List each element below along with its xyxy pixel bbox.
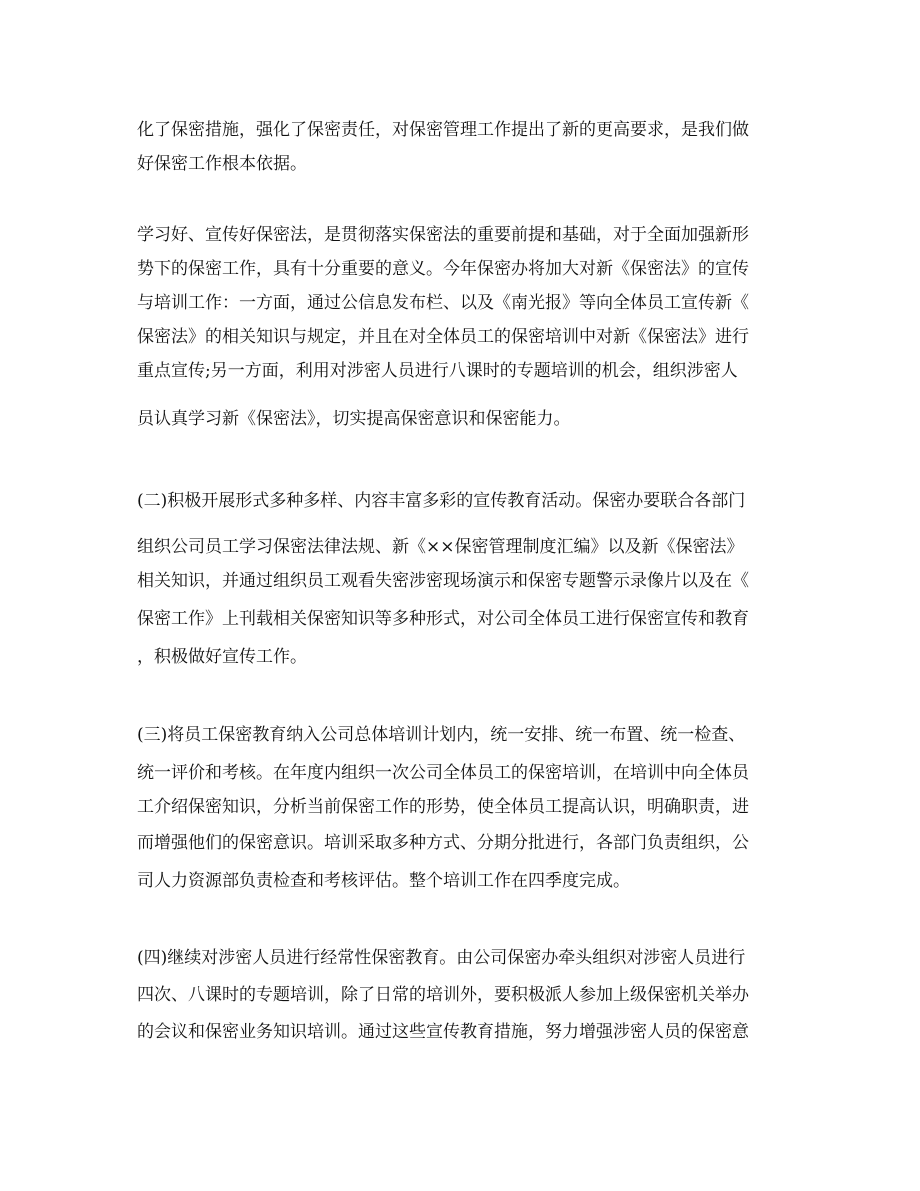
text-line: ，积极做好宣传工作。 xyxy=(137,647,307,667)
text-line: 与培训工作：一方面，通过公信息发布栏、以及《南光报》等向全体员工宣传新《 xyxy=(137,293,749,313)
text-line: 保密法》的相关知识与规定，并且在对全体员工的保密培训中对新《保密法》进行 xyxy=(137,327,749,347)
text-line: 好保密工作根本依据。 xyxy=(137,154,307,174)
text-line: 员认真学习新《保密法》，切实提高保密意识和保密能力。 xyxy=(137,409,571,429)
text-line: 四次、八课时的专题培训，除了日常的培训外，要积极派人参加上级保密机关举办 xyxy=(137,985,749,1005)
text-line: 组织公司员工学习保密法律法规、新《××保密管理制度汇编》以及新《保密法》 xyxy=(137,537,744,557)
text-line: 化了保密措施，强化了保密责任，对保密管理工作提出了新的更高要求，是我们做 xyxy=(137,120,749,140)
text-line: 而增强他们的保密意识。培训采取多种方式、分期分批进行，各部门负责组织，公 xyxy=(137,833,749,853)
text-line: 势下的保密工作，具有十分重要的意义。今年保密办将加大对新《保密法》的宣传 xyxy=(137,259,749,279)
text-line: 保密工作》上刊载相关保密知识等多种形式，对公司全体员工进行保密宣传和教育 xyxy=(137,609,749,629)
text-line: 重点宣传;另一方面，利用对涉密人员进行八课时的专题培训的机会，组织涉密人 xyxy=(137,361,738,381)
text-line: (四)继续对涉密人员进行经常性保密教育。由公司保密办牵头组织对涉密人员进行 xyxy=(137,948,746,968)
text-line: (三)将员工保密教育纳入公司总体培训计划内，统一安排、统一布置、统一检查、 xyxy=(137,725,746,745)
text-line: 统一评价和考核。在年度内组织一次公司全体员工的保密培训，在培训中向全体员 xyxy=(137,763,749,783)
text-line: (二)积极开展形式多种多样、内容丰富多彩的宣传教育活动。保密办要联合各部门 xyxy=(137,491,746,511)
text-line: 相关知识，并通过组织员工观看失密涉密现场演示和保密专题警示录像片以及在《 xyxy=(137,571,749,591)
text-line: 司人力资源部负责检查和考核评估。整个培训工作在四季度完成。 xyxy=(137,871,630,891)
text-line: 的会议和保密业务知识培训。通过这些宣传教育措施，努力增强涉密人员的保密意 xyxy=(137,1022,749,1042)
text-line: 工介绍保密知识，分析当前保密工作的形势，使全体员工提高认识，明确职责，进 xyxy=(137,797,749,817)
text-line: 学习好、宣传好保密法，是贯彻落实保密法的重要前提和基础，对于全面加强新形 xyxy=(137,225,749,245)
